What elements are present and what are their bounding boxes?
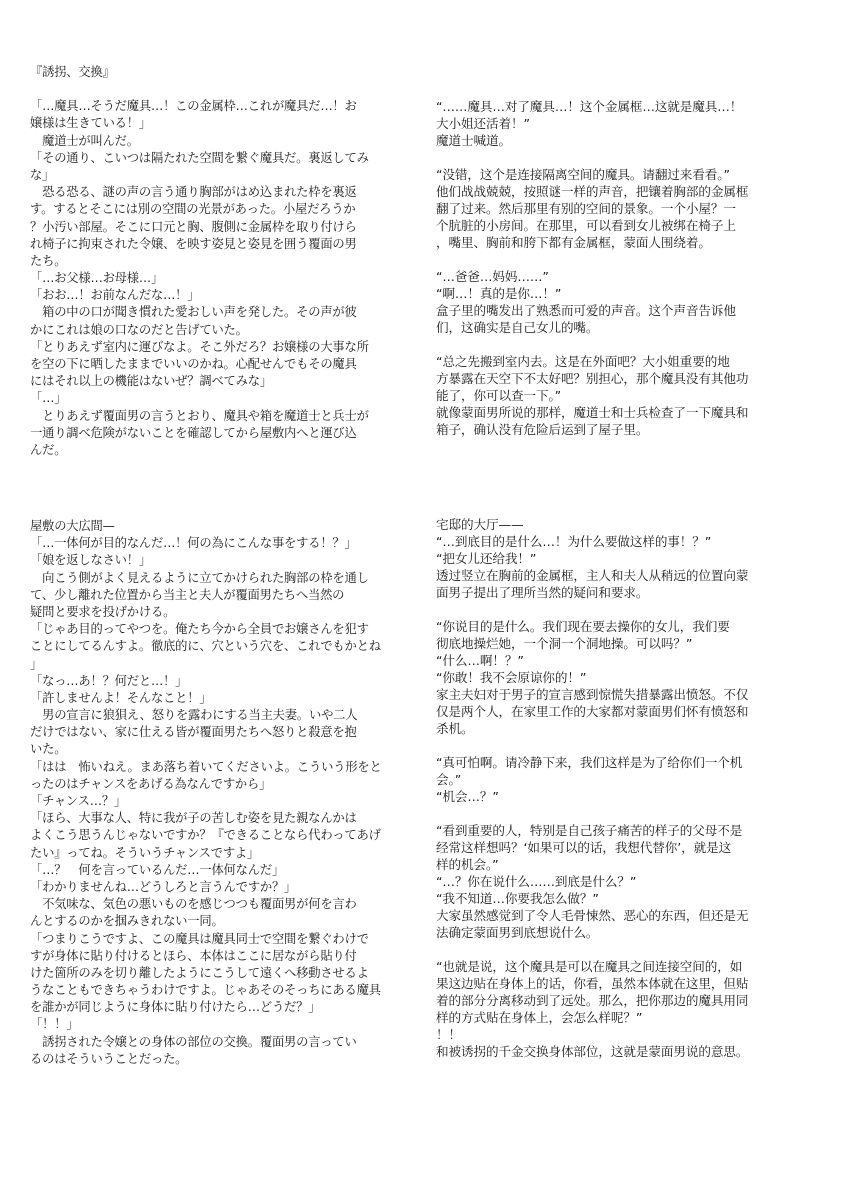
text-line: だけではない、家に仕える皆が覆面男たちへ怒りと殺意を抱 xyxy=(30,725,357,740)
text-line: “看到重要的人，特别是自己孩子痛苦的样子的父母不是 xyxy=(436,823,743,838)
left-section-2-lines xyxy=(30,535,402,1068)
text-line: 样的机会。” xyxy=(436,857,499,872)
text-line: 果这边贴在身体上的话，你看，虽然本体就在这里，但贴 xyxy=(436,976,749,991)
text-line: 「…お父様…お母様…」 xyxy=(30,271,164,286)
text-line: “…？你在说什么……到底是什么？” xyxy=(436,874,637,889)
text-line: 样的方式贴在身体上，会怎么样呢？” xyxy=(436,1010,643,1025)
text-line: 彻底地操烂她，一个洞一个洞地操。可以吗？” xyxy=(436,636,693,651)
text-line: “机会…？” xyxy=(436,789,499,804)
text-line: 「！！」 xyxy=(30,1017,79,1032)
japanese-text-column xyxy=(30,64,402,1066)
text-line: 男の宣言に狼狽え、怒りを露わにする当主夫妻。いや二人 xyxy=(30,708,358,723)
text-line: ったのはチャンスをあげる為なんですから」 xyxy=(30,776,272,791)
text-line: 他们战战兢兢，按照谜一样的声音，把镶着胸部的金属框 xyxy=(436,184,749,199)
text-line: れ椅子に拘束された令嬢、を映す姿見と姿見を囲う覆面の男 xyxy=(30,236,357,251)
text-line: 方暴露在天空下不太好吧？别担心，那个魔具没有其他功 xyxy=(436,371,749,386)
text-line: 「…？ 何を言っているんだ…一体何なんだ」 xyxy=(30,862,285,877)
text-line: 经常这样想吗？‘如果可以的话，我想代替你’，就是这 xyxy=(436,840,732,855)
text-line: 「…一体何が目的なんだ…！何の為にこんな事をする！？」 xyxy=(30,536,357,551)
text-line: たい』ってね。そういうチャンスですよ」 xyxy=(30,845,260,860)
text-line: “没错，这个是连接隔离空间的魔具。请翻过来看看。” xyxy=(436,167,730,182)
text-line: 不気味な、気色の悪いものを感じつつも覆面男が何を言わ xyxy=(30,897,357,912)
text-line: 着的部分分离移动到了远处。那么，把你那边的魔具用同 xyxy=(436,993,749,1008)
text-line: ，嘴里、胸前和胯下都有金属框，蒙面人围绕着。 xyxy=(436,235,711,250)
text-line: 一通り調べ危険がないことを確認してから屋敷内へと運び込 xyxy=(30,425,357,440)
text-line: 」 xyxy=(30,656,43,671)
text-line: 「はは 怖いねえ。まあ落ち着いてくださいよ。こういう形をと xyxy=(30,759,382,774)
text-line: よくこう思うんじゃないですか？『できることなら代わってあげ xyxy=(30,828,381,843)
text-line: うなこともできちゃうわけですよ。じゃあそのそっちにある魔具 xyxy=(30,983,381,998)
text-line: とりあえず覆面男の言うとおり、魔具や箱を魔道士と兵士が xyxy=(30,408,369,423)
text-line: 嬢様は生きている！」 xyxy=(30,116,151,131)
text-line: 「じゃあ目的ってやつを。俺たち今から全員でお嬢さんを犯す xyxy=(30,622,369,637)
text-line: “……魔具…对了魔具…！这个金属框…这就是魔具…！ xyxy=(436,99,743,114)
text-line: 「娘を返しなさい！」 xyxy=(30,553,151,568)
text-line: るのはそういうことだった。 xyxy=(30,1051,188,1066)
text-line: 大小姐还活着！” xyxy=(436,116,530,131)
text-line: 会。” xyxy=(436,772,462,787)
text-line: たち。 xyxy=(30,253,67,268)
paragraph xyxy=(436,98,826,149)
text-line: 仅是两个人，在家里工作的大家都对蒙面男们怀有愤怒和 xyxy=(436,704,749,719)
text-line: “我不知道…你要我怎么做？” xyxy=(436,891,599,906)
text-line: けた箇所のみを切り離したようにこうして遠くへ移動させるよ xyxy=(30,965,369,980)
text-line: 「チャンス…？」 xyxy=(30,794,127,809)
text-line: 们，这确实是自己女儿的嘴。 xyxy=(436,320,599,335)
text-line: “也就是说，这个魔具是可以在魔具之间连接空间的，如 xyxy=(436,959,743,974)
text-line: 杀机。 xyxy=(436,721,474,736)
text-line: を誰かが同じように身体に貼り付けたら…どうだ？」 xyxy=(30,1000,321,1015)
left-section-2-title: 屋敷の大広間— xyxy=(30,519,115,533)
text-line: な」 xyxy=(30,167,55,182)
text-line: “你说目的是什么。我们现在要去操你的女儿，我们要 xyxy=(436,619,730,634)
text-line: 箱子，确认没有危险后运到了屋子里。 xyxy=(436,422,649,437)
text-line: んとするのかを掴みきれない一同。 xyxy=(30,914,224,929)
text-line: 「許しませんよ！そんなこと！」 xyxy=(30,690,212,705)
text-line: 法确定蒙面男到底想说什么。 xyxy=(436,925,599,940)
right-section-2 xyxy=(436,516,826,1060)
text-line: 魔道士が叫んだ。 xyxy=(30,133,139,148)
text-line: 「…」 xyxy=(30,391,67,406)
text-line: “总之先搬到室内去。这是在外面吧？大小姐重要的地 xyxy=(436,354,730,369)
paragraph xyxy=(436,958,826,1060)
text-line: ことにしてるんすよ。徹底的に、穴という穴を、これでもかとね xyxy=(30,639,381,654)
text-line: にはそれ以上の機能はないぜ？調べてみな」 xyxy=(30,374,272,389)
text-line: 魔道士喊道。 xyxy=(436,133,511,148)
text-line: すが身体に貼り付けるとほら、本体はここに居ながら貼り付 xyxy=(30,948,357,963)
left-section-1-lines xyxy=(30,98,402,459)
text-line: 「…魔具…そうだ魔具…！この金属枠…これが魔具だ…！お xyxy=(30,99,357,114)
text-line: 「おお…！お前なんだな…！」 xyxy=(30,288,200,303)
text-line: 面男子提出了理所当然的疑问和要求。 xyxy=(436,585,649,600)
text-line: 宅邸的大厅—— xyxy=(436,517,524,532)
paragraph xyxy=(436,822,826,941)
text-line: 翻了过来。然后那里有别的空间的景象。一个小屋？一 xyxy=(436,201,736,216)
text-line: “啊…！真的是你…！” xyxy=(436,286,562,301)
left-section-2 xyxy=(30,518,402,1068)
text-line: 「つまりこうですよ、この魔具は魔具同士で空間を繋ぐわけで xyxy=(30,931,369,946)
text-line: “真可怕啊。请冷静下来，我们这样是为了给你们一个机 xyxy=(436,755,743,770)
text-line: 和被诱拐的千金交换身体部位，这就是蒙面男说的意思。 xyxy=(436,1044,749,1059)
text-line: 「その通り、こいつは隔たれた空間を繋ぐ魔具だ。裏返してみ xyxy=(30,150,369,165)
text-line: ！！ xyxy=(436,1027,461,1042)
text-line: 「とりあえず室内に運びなよ。そこ外だろ？お嬢様の大事な所 xyxy=(30,339,369,354)
text-line: を空の下に晒したままでいいのかね。心配せんでもその魔具 xyxy=(30,357,357,372)
text-line: 个肮脏的小房间。在那里，可以看到女儿被绑在椅子上 xyxy=(436,218,736,233)
text-line: 透过竖立在胸前的金属框，主人和夫人从稍远的位置向蒙 xyxy=(436,568,749,583)
paragraph xyxy=(436,618,826,737)
text-line: 大家虽然感觉到了令人毛骨悚然、恶心的东西，但还是无 xyxy=(436,908,749,923)
text-line: 就像蒙面男所说的那样，魔道士和士兵检查了一下魔具和 xyxy=(436,405,749,420)
text-line: 家主夫妇对于男子的宣言感到惊慌失措暴露出愤怒。不仅 xyxy=(436,687,749,702)
text-line: 箱の中の口が聞き慣れた愛おしい声を発した。その声が彼 xyxy=(30,305,357,320)
text-line: んだ。 xyxy=(30,442,67,457)
paragraph xyxy=(436,754,826,805)
text-line: “…到底目的是什么…！为什么要做这样的事！？” xyxy=(436,534,712,549)
right-section-1 xyxy=(436,98,826,438)
text-line: て、少し離れた位置から当主と夫人が覆面男たちへ当然の xyxy=(30,587,345,602)
text-line: “…爸爸…妈妈……” xyxy=(436,269,549,284)
text-line: 「ほら、大事な人、特に我が子の苦しむ姿を見た親なんかは xyxy=(30,811,357,826)
text-line: 「なっ…あ！？何だと…！」 xyxy=(30,673,188,688)
paragraph xyxy=(436,268,826,336)
text-line: いた。 xyxy=(30,742,67,757)
text-line: “把女儿还给我！” xyxy=(436,551,537,566)
paragraph xyxy=(436,353,826,438)
text-line: “你敢！我不会原谅你的！” xyxy=(436,670,587,685)
text-line: かにこれは娘の口なのだと告げていた。 xyxy=(30,322,248,337)
text-line: 盒子里的嘴发出了熟悉而可爱的声音。这个声音告诉他 xyxy=(436,303,736,318)
text-line: 向こう側がよく見えるように立てかけられた胸部の枠を通し xyxy=(30,570,369,585)
left-section-1-title: 『誘拐、交換』 xyxy=(30,65,115,79)
text-line: 能了，你可以查一下。” xyxy=(436,388,562,403)
paragraph xyxy=(436,166,826,251)
text-line: 恐る恐る、謎の声の言う通り胸部がはめ込まれた枠を裏返 xyxy=(30,185,357,200)
text-line: 疑問と要求を投げかける。 xyxy=(30,604,176,619)
text-line: ？小汚い部屋。そこに口元と胸、腹側に金属枠を取り付けら xyxy=(30,219,357,234)
text-line: 誘拐された令嬢との身体の部位の交換。覆面男の言ってい xyxy=(30,1034,357,1049)
paragraph xyxy=(436,516,826,601)
text-line: す。するとそこには別の空間の光景があった。小屋だろうか xyxy=(30,202,356,217)
text-line: “什么…啊！？” xyxy=(436,653,524,668)
left-section-1 xyxy=(30,64,402,459)
text-line: 「わかりませんね…どうしろと言うんですか？」 xyxy=(30,879,297,894)
